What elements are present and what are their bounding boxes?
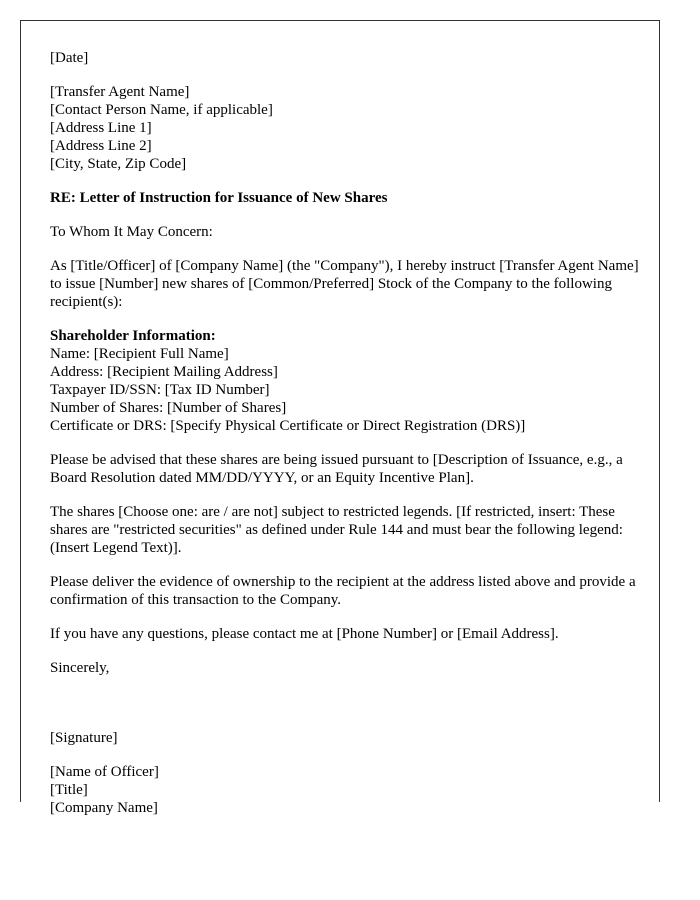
contact-paragraph bbox=[50, 625, 640, 643]
recipient-contact-person: [Contact Person Name, if applicable] bbox=[50, 102, 273, 118]
shareholder-tax-id-field: Taxpayer ID/SSN: [Tax ID Number] bbox=[50, 382, 270, 398]
signer-company: [Company Name] bbox=[50, 800, 158, 816]
recipient-address-block bbox=[50, 83, 640, 173]
intro-text: As [Title/Officer] of [Company Name] (the "Company"), I hereby instruct [Transfer Agent Name] to issue [Number] new shares of [Common/Preferred] Stock of the Company to the following recipient(s): bbox=[50, 258, 639, 310]
shareholder-info-heading: Shareholder Information: bbox=[50, 328, 216, 344]
delivery-text: Please deliver the evidence of ownership to the recipient at the address listed above and provide a confirmation of this transaction to the Company. bbox=[50, 574, 636, 608]
signer-block bbox=[50, 763, 640, 817]
signer-name: [Name of Officer] bbox=[50, 764, 159, 780]
shareholder-info-block bbox=[50, 327, 640, 435]
letter-date: [Date] bbox=[50, 50, 89, 66]
closing-block bbox=[50, 659, 640, 677]
signer-title: [Title] bbox=[50, 782, 88, 798]
letter-page bbox=[20, 20, 660, 816]
recipient-address-line-1: [Address Line 1] bbox=[50, 120, 152, 136]
delivery-paragraph bbox=[50, 573, 640, 609]
issuance-paragraph bbox=[50, 451, 640, 487]
date-block bbox=[50, 49, 640, 67]
intro-paragraph bbox=[50, 257, 640, 311]
shareholder-name-field: Name: [Recipient Full Name] bbox=[50, 346, 229, 362]
subject-line: RE: Letter of Instruction for Issuance of New Shares bbox=[50, 190, 388, 206]
shareholder-address-field: Address: [Recipient Mailing Address] bbox=[50, 364, 278, 380]
signature-placeholder: [Signature] bbox=[50, 730, 118, 746]
recipient-agent-name: [Transfer Agent Name] bbox=[50, 84, 190, 100]
closing: Sincerely, bbox=[50, 660, 110, 676]
restriction-text: The shares [Choose one: are / are not] subject to restricted legends. [If restricted, insert: These shares are "restricted securities" as defined under Rule 144 and must bear the following legend: (Insert Legend Text)]. bbox=[50, 504, 623, 556]
shareholder-number-of-shares-field: Number of Shares: [Number of Shares] bbox=[50, 400, 287, 416]
signature-space bbox=[50, 677, 640, 729]
issuance-text: Please be advised that these shares are being issued pursuant to [Description of Issuance, e.g., a Board Resolution dated MM/DD/YYYY, or an Equity Incentive Plan]. bbox=[50, 452, 623, 486]
restriction-paragraph bbox=[50, 503, 640, 557]
recipient-address-line-2: [Address Line 2] bbox=[50, 138, 152, 154]
signature-block bbox=[50, 729, 640, 747]
subject-block bbox=[50, 189, 640, 207]
salutation-block bbox=[50, 223, 640, 241]
contact-text: If you have any questions, please contact me at [Phone Number] or [Email Address]. bbox=[50, 626, 559, 642]
letter-content bbox=[50, 49, 640, 833]
recipient-city-state-zip: [City, State, Zip Code] bbox=[50, 156, 187, 172]
shareholder-certificate-field: Certificate or DRS: [Specify Physical Certificate or Direct Registration (DRS)] bbox=[50, 418, 526, 434]
salutation: To Whom It May Concern: bbox=[50, 224, 213, 240]
